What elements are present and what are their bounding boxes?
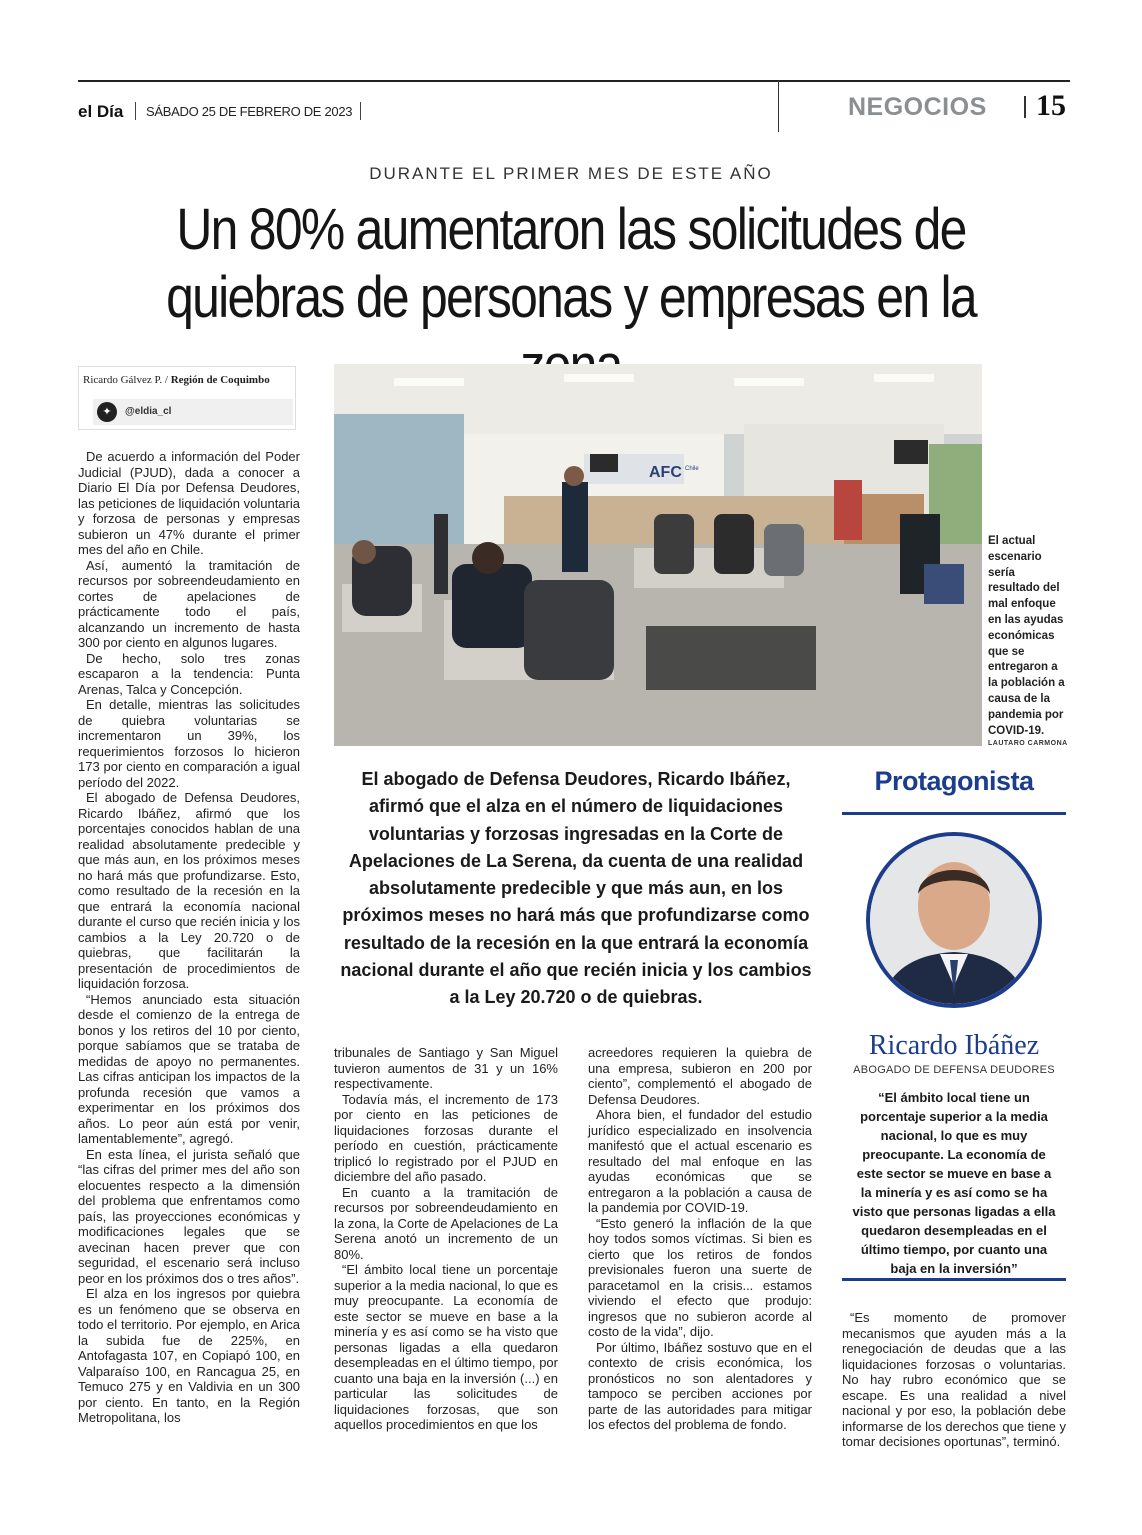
paragraph: El alza en los ingresos por quiebra es un fenómeno que se observa en todo el territorio. Por ejemplo, en Arica la subida fue de 225%, en Antofagasta 107, en Copiapó 100, en Valparaíso 100, en Rancagua 25, en Temuco 275 y en Valdivia en un 300 por ciento. En tanto, en la Región Metropolitana, los <box>78 1286 300 1425</box>
paragraph: De acuerdo a información del Poder Judicial (PJUD), dada a conocer a Diario El Día por Defensa Deudores, las peticiones de liquidación voluntaria y forzosa de personas y empresas subieron un 47% durante el primer mes del año en Chile. <box>78 449 300 557</box>
twitter-handle: @eldia_cl <box>125 406 172 417</box>
person-portrait-icon <box>870 836 1038 1004</box>
body-column-3 <box>588 1045 812 1433</box>
paragraph: En detalle, mientras las solicitudes de quiebra voluntarias se incrementaron un 39%, los requerimientos forzosos lo hicieron 173 por ciento en comparación a igual período del 2022. <box>78 697 300 790</box>
body-column-4 <box>842 1310 1066 1450</box>
pull-quote: El abogado de Defensa Deudores, Ricardo Ibáñez, afirmó que el alza en el número de liquidaciones voluntarias y forzosas ingresadas en la Corte de Apelaciones de La Serena, da cuenta de una realidad absolutamente predecible y que más aun, en los próximos meses no hará más que profundizarse como resultado de la recesión en la que entrará la economía nacional durante el año que recién inicia y los cambios a la Ley 20.720 o de quiebras. <box>340 769 812 1008</box>
paragraph: Ahora bien, el fundador del estudio jurídico especializado en insolvencia manifestó que el actual escenario es resultado del mal enfoque en las ayudas económicas que se entregaron a la población a causa de la pandemia por COVID-19. <box>588 1107 812 1215</box>
protagonist-bottom-rule <box>842 1278 1066 1281</box>
article-kicker: DURANTE EL PRIMER MES DE ESTE AÑO <box>369 164 773 183</box>
paragraph: En esta línea, el jurista señaló que “las cifras del primer mes del año son elocuentes respecto a la dimensión del problema que enfrentamos como país, las proyecciones económicas y modificaciones legales que se avecinan hacen prever que con seguridad, el escenario será incluso peor en los próximos dos o tres años”. <box>78 1146 300 1286</box>
paragraph: El abogado de Defensa Deudores, Ricardo Ibáñez, afirmó que los porcentajes conocidos hablan de una realidad absolutamente predecible y que más aun, en los próximos meses no hará más que profundizarse. Esto, como resultado de la recesión en la que entrará la economía nacional durante el curso que recién inicia y los cambios a la Ley 20.720 o de quiebras, que facilitarán la presentación de procedimientos de liquidación forzosa. <box>78 790 300 991</box>
paragraph: “El ámbito local tiene un porcentaje superior a la media nacional, lo que es muy preocupante. La economía de este sector se mueve en base a la minería y es así como se ha visto que personas ligadas a ella quedaron desempleadas en el último tiempo, por cuanto una baja en la inversión (...) en particular las solicitudes de liquidaciones forzosas, que son aquellos procedimientos en que los <box>334 1262 558 1432</box>
paragraph: “Es momento de promover mecanismos que ayuden más a la renegociación de deudas que a las liquidaciones forzosas o voluntarias. No hay rubro económico que se escape. Es una realidad a nivel nacional y por eso, la población debe informarse de los derechos que tiene y tomar decisiones oportunas”, terminó. <box>842 1310 1067 1449</box>
paragraph: “Hemos anunciado esta situación desde el comienzo de la entrega de bonos y los retiros del 10 por ciento, porque sabíamos que se trataba de medidas de apoyo no permanentes. Las cifras anticipan los impactos de la profunda recesión que vamos a experimentar en los próximos dos años. Lo peor aún está por venir, lamentablemente”, agregó. <box>78 991 300 1146</box>
paragraph: Así, aumentó la tramitación de recursos por sobreendeudamiento en cortes de apelaciones de prácticamente todo el país, alcanzando un incremento de hasta 300 por ciento en algunos lugares. <box>78 557 300 650</box>
twitter-bird-icon: ✦ <box>97 402 117 422</box>
byline-region: Región de Coquimbo <box>170 374 270 386</box>
newspaper-brand: el Día <box>78 102 124 121</box>
photo-caption: El actual escenario sería resultado del mal enfoque en las ayudas económicas que se entregaron a la población a causa de la pandemia por COVID-19. <box>988 535 1065 737</box>
office-scene-illustration <box>334 364 982 746</box>
paragraph: “Esto generó la inflación de la que hoy todos somos víctimas. Si bien es cierto que los retiros de fondos previsionales fueron una suerte de paracetamol en la crisis... estamos viviendo el efecto que produjo: ingresos que no subieron acorde al costo de la vida”, dijo. <box>588 1215 812 1339</box>
paragraph: tribunales de Santiago y San Miguel tuvieron aumentos de 31 y un 16% respectivamente. <box>334 1045 558 1091</box>
protagonist-avatar <box>866 832 1042 1008</box>
headline-line-1: Un 80% aumentaron las solicitudes de <box>176 197 966 262</box>
afc-sign-text: AFC <box>649 464 682 481</box>
byline-author: Ricardo Gálvez P. / <box>83 374 168 386</box>
page-number: 15 <box>1036 89 1066 122</box>
paragraph: acreedores requieren la quiebra de una empresa, subieron en 200 por ciento”, complementó el abogado de Defensa Deudores. <box>588 1045 812 1107</box>
protagonist-top-rule <box>842 812 1066 815</box>
byline-text <box>83 374 270 386</box>
paragraph: De hecho, solo tres zonas escaparon a la tendencia: Punta Arenas, Talca y Concepción. <box>78 650 300 697</box>
header-divider <box>135 102 136 120</box>
header-vertical-rule <box>778 80 779 132</box>
paragraph: Por último, Ibáñez sostuvo que en el contexto de crisis económica, los pronósticos no son alentadores y tampoco se perciben acciones por parte de las autoridades para mitigar los efectos del problema de fondo. <box>588 1339 812 1432</box>
photo-credit: LAUTARO CARMONA <box>988 740 1068 747</box>
paragraph: En cuanto a la tramitación de recursos por sobreendeudamiento en la zona, la Corte de Apelaciones de La Serena anotó un incremento de un 80%. <box>334 1184 558 1262</box>
protagonist-heading: Protagonista <box>874 766 1034 796</box>
social-handle-box <box>93 399 293 425</box>
page-header <box>78 80 1070 132</box>
protagonist-quote: “El ámbito local tiene un porcentaje superior a la media nacional, lo que es muy preocupante. La economía de este sector se mueve en base a la minería y es así como se ha visto que personas ligadas a ella quedaron desempleadas en el último tiempo, por cuanto una baja en la inversión” <box>852 1090 1056 1276</box>
section-name: NEGOCIOS <box>848 93 987 121</box>
issue-date: SÁBADO 25 DE FEBRERO DE 2023 <box>146 104 353 119</box>
header-top-rule <box>78 80 1070 82</box>
protagonist-name: Ricardo Ibáñez <box>868 1030 1040 1061</box>
afc-sign-sub: Chile <box>685 466 699 472</box>
header-divider <box>1024 96 1026 118</box>
body-column-2 <box>334 1045 558 1433</box>
article-photo <box>334 364 982 746</box>
protagonist-role: ABOGADO DE DEFENSA DEUDORES <box>853 1064 1055 1076</box>
byline-box <box>78 366 296 430</box>
body-column-1 <box>78 449 300 1426</box>
paragraph: Todavía más, el incremento de 173 por ciento en las peticiones de liquidaciones forzosas durante el período en cuestión, prácticamente triplicó lo registrado por el PJUD en diciembre del año pasado. <box>334 1091 558 1184</box>
headline-line-2: quiebras de personas y empresas en la <box>166 265 976 330</box>
header-divider <box>360 102 361 120</box>
